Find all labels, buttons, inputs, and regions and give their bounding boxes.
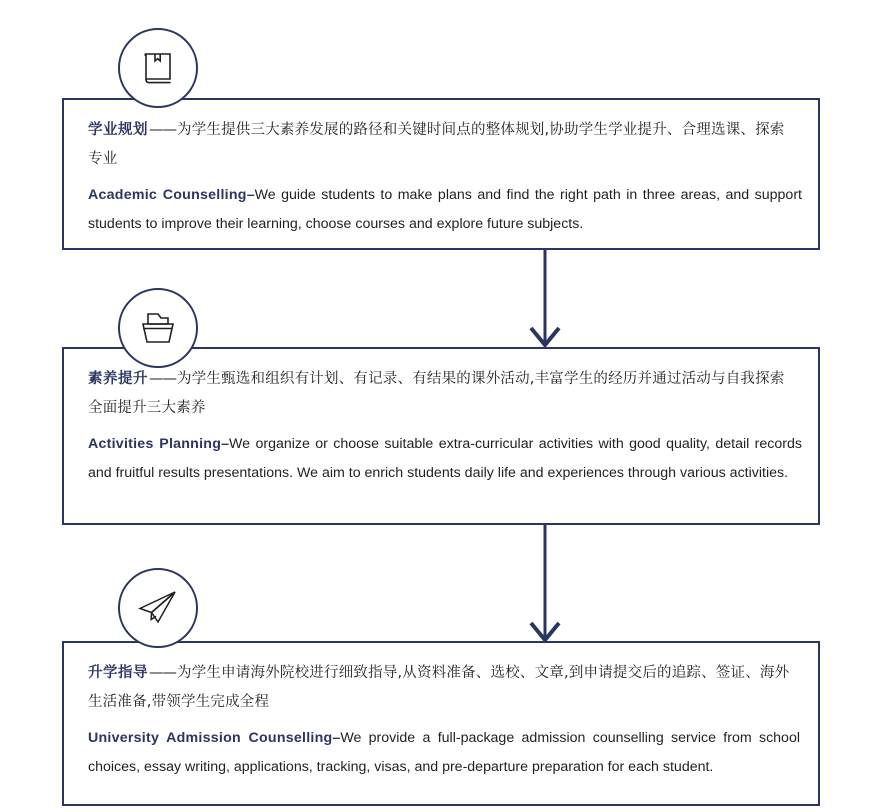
badge-university-admission-counselling <box>118 568 198 648</box>
english-body: We organize or choose suitable extra-curricular activities with good quality, detail records and fruitful results presentations. We aim to enrich students daily life and experiences through various activities. <box>88 436 802 481</box>
chinese-paragraph <box>88 116 796 174</box>
section-academic-counselling <box>62 98 820 250</box>
title-dash: —— <box>149 371 176 387</box>
folder-icon <box>136 308 180 348</box>
book-icon <box>137 47 179 89</box>
english-dash: – <box>246 187 255 203</box>
english-paragraph <box>88 430 802 488</box>
english-dash: – <box>221 436 230 452</box>
section-body <box>64 349 818 498</box>
english-title: Academic Counselling <box>88 187 247 203</box>
english-title: University Admission Counselling <box>88 730 333 746</box>
title-dash: —— <box>149 122 176 138</box>
connector-arrow-2 <box>510 523 580 648</box>
chinese-paragraph <box>88 365 796 423</box>
english-dash: – <box>332 730 341 746</box>
english-title: Activities Planning <box>88 436 222 452</box>
paper-plane-icon <box>134 586 182 630</box>
chinese-body: 为学生申请海外院校进行细致指导,从资料准备、选校、文章,到申请提交后的追踪、签证、海外生活准备,带领学生完成全程 <box>88 665 790 710</box>
chinese-title: 升学指导 <box>88 665 148 681</box>
section-body <box>64 100 818 249</box>
english-body: We provide a full-package admission counselling service from school choices, essay writing, applications, tracking, visas, and pre-departure preparation for each student. <box>88 730 800 775</box>
badge-activities-planning <box>118 288 198 368</box>
chinese-paragraph <box>88 659 796 717</box>
english-paragraph <box>88 724 800 782</box>
section-university-admission-counselling <box>62 641 820 806</box>
section-activities-planning <box>62 347 820 525</box>
english-body: We guide students to make plans and find the right path in three areas, and support students to improve their learning, choose courses and explore future subjects. <box>88 187 802 232</box>
chinese-title: 素养提升 <box>88 371 148 387</box>
badge-academic-counselling <box>118 28 198 108</box>
chinese-body: 为学生提供三大素养发展的路径和关键时间点的整体规划,协助学生学业提升、合理选课、探索专业 <box>88 122 785 167</box>
chinese-body: 为学生甄选和组织有计划、有记录、有结果的课外活动,丰富学生的经历并通过活动与自我探索全面提升三大素养 <box>88 371 785 416</box>
connector-arrow-1 <box>510 248 580 353</box>
english-paragraph <box>88 181 802 239</box>
section-body <box>64 643 818 792</box>
chinese-title: 学业规划 <box>88 122 148 138</box>
title-dash: —— <box>149 665 176 681</box>
